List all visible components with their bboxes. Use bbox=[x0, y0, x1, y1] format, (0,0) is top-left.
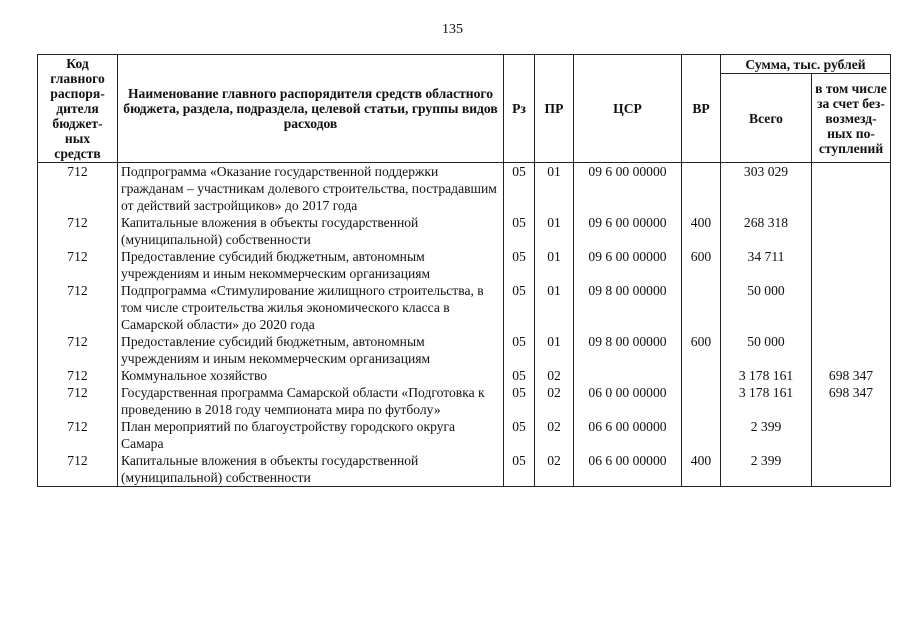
cell-name: Предоставление субсидий бюджетным, автономным учреждениям и иным некоммерческим организациям bbox=[118, 333, 504, 367]
header-name: Наименование главного распорядителя средств областного бюджета, раздела, подраздела, целевой статьи, группы видов расходов bbox=[118, 55, 504, 163]
cell-free bbox=[812, 214, 891, 248]
cell-name: Коммунальное хозяйство bbox=[118, 367, 504, 384]
cell-vr bbox=[682, 282, 721, 333]
cell-vr: 400 bbox=[682, 214, 721, 248]
cell-pr: 02 bbox=[535, 418, 574, 452]
cell-free: 698 347 bbox=[812, 384, 891, 418]
cell-csr: 06 6 00 00000 bbox=[574, 418, 682, 452]
cell-name: Предоставление субсидий бюджетным, автономным учреждениям и иным некоммерческим организациям bbox=[118, 248, 504, 282]
cell-name: Капитальные вложения в объекты государственной (муниципальной) собственности bbox=[118, 452, 504, 487]
cell-rz: 05 bbox=[504, 333, 535, 367]
cell-rz: 05 bbox=[504, 367, 535, 384]
header-sum: Сумма, тыс. рублей bbox=[721, 55, 891, 74]
cell-vr bbox=[682, 418, 721, 452]
cell-vr: 400 bbox=[682, 452, 721, 487]
page-number: 135 bbox=[442, 22, 463, 37]
header-code: Код главного распоря-дителя бюджет-ных средств bbox=[38, 55, 118, 163]
cell-code: 712 bbox=[38, 384, 118, 418]
cell-csr: 09 6 00 00000 bbox=[574, 214, 682, 248]
table-row bbox=[38, 418, 891, 452]
table-row bbox=[38, 333, 891, 367]
cell-csr: 09 6 00 00000 bbox=[574, 248, 682, 282]
table-row bbox=[38, 163, 891, 215]
cell-rz: 05 bbox=[504, 452, 535, 487]
cell-code: 712 bbox=[38, 248, 118, 282]
table-row bbox=[38, 248, 891, 282]
cell-pr: 02 bbox=[535, 384, 574, 418]
cell-pr: 01 bbox=[535, 214, 574, 248]
cell-free bbox=[812, 452, 891, 487]
cell-rz: 05 bbox=[504, 214, 535, 248]
cell-name: Капитальные вложения в объекты государственной (муниципальной) собственности bbox=[118, 214, 504, 248]
cell-rz: 05 bbox=[504, 384, 535, 418]
cell-free bbox=[812, 282, 891, 333]
table-body bbox=[38, 163, 891, 487]
cell-total: 2 399 bbox=[721, 452, 812, 487]
header-rz: Рз bbox=[504, 55, 535, 163]
cell-total: 2 399 bbox=[721, 418, 812, 452]
cell-code: 712 bbox=[38, 214, 118, 248]
cell-code: 712 bbox=[38, 367, 118, 384]
cell-pr: 01 bbox=[535, 248, 574, 282]
cell-csr bbox=[574, 367, 682, 384]
header-total: Всего bbox=[721, 74, 812, 163]
cell-vr bbox=[682, 367, 721, 384]
cell-code: 712 bbox=[38, 163, 118, 215]
cell-vr bbox=[682, 384, 721, 418]
cell-rz: 05 bbox=[504, 248, 535, 282]
header-vr: ВР bbox=[682, 55, 721, 163]
cell-free bbox=[812, 163, 891, 215]
cell-rz: 05 bbox=[504, 282, 535, 333]
cell-vr: 600 bbox=[682, 333, 721, 367]
cell-code: 712 bbox=[38, 452, 118, 487]
cell-pr: 01 bbox=[535, 333, 574, 367]
cell-code: 712 bbox=[38, 333, 118, 367]
cell-total: 34 711 bbox=[721, 248, 812, 282]
cell-csr: 06 6 00 00000 bbox=[574, 452, 682, 487]
cell-vr bbox=[682, 163, 721, 215]
cell-code: 712 bbox=[38, 418, 118, 452]
cell-free bbox=[812, 248, 891, 282]
cell-csr: 06 0 00 00000 bbox=[574, 384, 682, 418]
header-pr: ПР bbox=[535, 55, 574, 163]
table-row bbox=[38, 367, 891, 384]
cell-rz: 05 bbox=[504, 418, 535, 452]
cell-csr: 09 8 00 00000 bbox=[574, 282, 682, 333]
cell-name: Государственная программа Самарской области «Подготовка к проведению в 2018 году чемпионата мира по футболу» bbox=[118, 384, 504, 418]
cell-total: 268 318 bbox=[721, 214, 812, 248]
header-free: в том числе за счет без-возмезд-ных по-ступлений bbox=[812, 74, 891, 163]
cell-free bbox=[812, 333, 891, 367]
table-row bbox=[38, 282, 891, 333]
cell-pr: 01 bbox=[535, 163, 574, 215]
cell-code: 712 bbox=[38, 282, 118, 333]
cell-total: 3 178 161 bbox=[721, 367, 812, 384]
cell-total: 303 029 bbox=[721, 163, 812, 215]
cell-free: 698 347 bbox=[812, 367, 891, 384]
cell-total: 50 000 bbox=[721, 282, 812, 333]
cell-rz: 05 bbox=[504, 163, 535, 215]
table-row bbox=[38, 452, 891, 487]
table-row bbox=[38, 214, 891, 248]
budget-table bbox=[37, 54, 891, 487]
cell-pr: 02 bbox=[535, 367, 574, 384]
cell-free bbox=[812, 418, 891, 452]
cell-total: 50 000 bbox=[721, 333, 812, 367]
table-row bbox=[38, 384, 891, 418]
cell-name: План мероприятий по благоустройству городского округа Самара bbox=[118, 418, 504, 452]
cell-pr: 01 bbox=[535, 282, 574, 333]
header-csr: ЦСР bbox=[574, 55, 682, 163]
cell-name: Подпрограмма «Оказание государственной поддержки гражданам – участникам долевого строительства, пострадавшим от действий застройщиков» до 2017 года bbox=[118, 163, 504, 215]
cell-csr: 09 8 00 00000 bbox=[574, 333, 682, 367]
cell-csr: 09 6 00 00000 bbox=[574, 163, 682, 215]
cell-vr: 600 bbox=[682, 248, 721, 282]
cell-total: 3 178 161 bbox=[721, 384, 812, 418]
cell-name: Подпрограмма «Стимулирование жилищного строительства, в том числе строительства жилья экономического класса в Самарской области» до 2020 года bbox=[118, 282, 504, 333]
cell-pr: 02 bbox=[535, 452, 574, 487]
